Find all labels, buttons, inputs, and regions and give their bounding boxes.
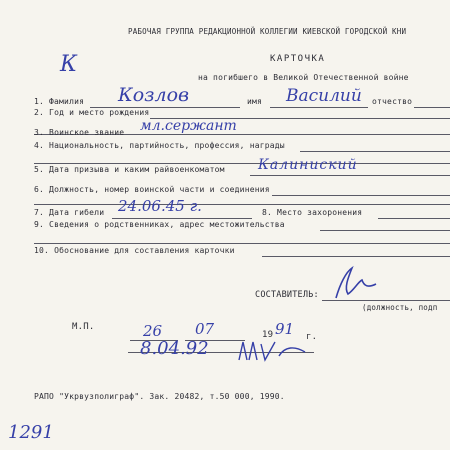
print-info: РАПО "Укрвузполиграф". Зак. 20482, т.50 000, 1990.: [34, 392, 285, 401]
death-date-value: 24.06.45 г.: [118, 197, 202, 215]
second-date-initials: [235, 338, 315, 364]
date-year-g: г.: [306, 332, 318, 342]
handwritten-letter: К: [60, 52, 78, 77]
signature: [328, 262, 388, 302]
surname-value: Козлов: [118, 84, 190, 106]
card-subtitle: на погибшего в Великой Отечественной войне: [198, 73, 409, 82]
field-4-nationality: 4. Национальность, партийность, профессия, награды: [34, 141, 285, 150]
field-5-draft-label: 5. Дата призыва и каким райвоенкоматом: [34, 165, 225, 174]
card-title: КАРТОЧКА: [270, 54, 326, 64]
field-3-rank-label: 3. Воинское звание: [34, 128, 125, 137]
name-value: Василий: [286, 86, 362, 106]
name-label: имя: [247, 97, 263, 106]
compiler-caption: (должность, подп: [362, 303, 438, 312]
draft-office-value: Калиниский: [258, 157, 358, 173]
second-date: 8.04.92: [140, 338, 209, 359]
surname-label: Фамилия: [49, 97, 85, 106]
field-1-number: 1.: [34, 97, 45, 106]
field-9-relatives: 9. Сведения о родственниках, адрес местожительства: [34, 220, 285, 229]
date-year-prefix: 19: [262, 330, 274, 340]
org-header: РАБОЧАЯ ГРУППА РЕДАКЦИОННОЙ КОЛЛЕГИИ КИЕВСКОЙ ГОРОДСКОЙ КНИ: [128, 27, 407, 36]
rank-value: мл.сержант: [140, 118, 237, 134]
date-year-suffix: 91: [275, 320, 295, 338]
date-day: 26: [143, 322, 163, 340]
field-2-birth: 2. Год и место рождения: [34, 108, 150, 117]
compiler-label: СОСТАВИТЕЛЬ:: [255, 290, 319, 300]
field-7-death-label: 7. Дата гибели: [34, 208, 105, 217]
card-number: 1291: [8, 422, 54, 443]
field-10-basis: 10. Обоснование для составления карточки: [34, 246, 235, 255]
date-month: 07: [195, 320, 215, 338]
field-6-position: 6. Должность, номер воинской части и соединения: [34, 185, 270, 194]
patronymic-label: отчество: [372, 97, 413, 106]
field-8-burial: 8. Место захоронения: [262, 208, 363, 217]
seal-place: М.П.: [72, 322, 95, 332]
